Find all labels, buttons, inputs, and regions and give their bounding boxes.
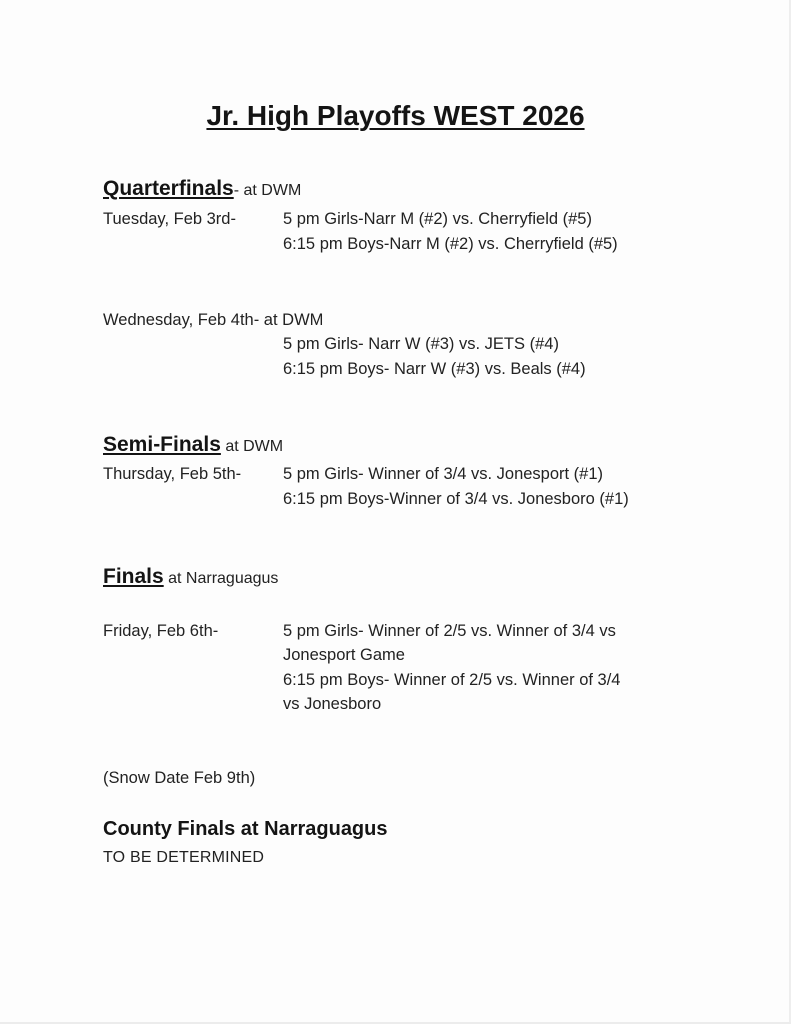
quarterfinals-heading: Quarterfinals [103, 177, 234, 200]
thursday-game-girls: 5 pm Girls- Winner of 3/4 vs. Jonesport (#1) [283, 465, 604, 483]
wednesday-game-girls: 5 pm Girls- Narr W (#3) vs. JETS (#4) [283, 335, 559, 353]
snow-date-note: (Snow Date Feb 9th) [103, 769, 256, 787]
wednesday-game-boys: 6:15 pm Boys- Narr W (#3) vs. Beals (#4) [283, 360, 586, 378]
finals-location: at Narraguagus [163, 570, 279, 587]
friday-line-3: 6:15 pm Boys- Winner of 2/5 vs. Winner of 3/4 [283, 671, 621, 689]
finals-header [103, 565, 278, 589]
page-title: Jr. High Playoffs WEST 2026 [206, 100, 585, 131]
tuesday-game-girls: 5 pm Girls-Narr M (#2) vs. Cherryfield (#5) [283, 210, 592, 228]
semifinals-header [103, 433, 283, 457]
friday-day-label: Friday, Feb 6th- [103, 622, 219, 640]
tuesday-game-boys: 6:15 pm Boys-Narr M (#2) vs. Cherryfield (#5) [283, 235, 618, 253]
semifinals-heading: Semi-Finals [103, 433, 221, 456]
friday-line-1: 5 pm Girls- Winner of 2/5 vs. Winner of 3/4 vs [283, 622, 616, 640]
county-finals-status: TO BE DETERMINED [103, 849, 265, 866]
wednesday-day-label: Wednesday, Feb 4th- at DWM [103, 311, 324, 329]
finals-heading: Finals [103, 565, 164, 588]
tuesday-day-label: Tuesday, Feb 3rd- [103, 210, 236, 228]
quarterfinals-header [103, 177, 301, 201]
quarterfinals-location: - at DWM [233, 182, 302, 199]
friday-line-4: vs Jonesboro [283, 695, 382, 713]
thursday-game-boys: 6:15 pm Boys-Winner of 3/4 vs. Jonesboro (#1) [283, 490, 629, 508]
thursday-day-label: Thursday, Feb 5th- [103, 465, 242, 483]
semifinals-location: at DWM [220, 438, 284, 455]
friday-line-2: Jonesport Game [283, 646, 405, 664]
county-finals-title: County Finals at Narraguagus [103, 818, 388, 840]
